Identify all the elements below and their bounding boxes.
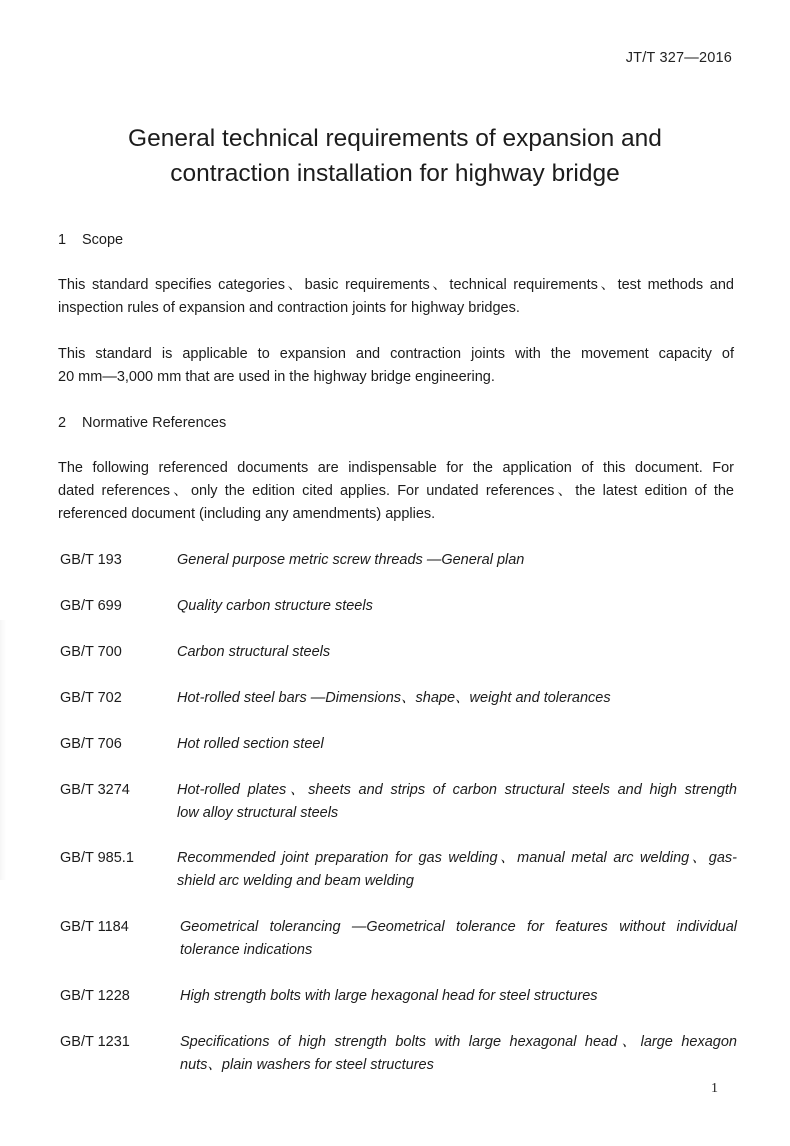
reference-title-line: Geometrical tolerancing —Geometrical tolerance for features without individual [180,919,737,935]
paragraph-line: 20 mm—3,000 mm that are used in the highway bridge engineering. [58,369,495,385]
section-title: Scope [82,232,124,248]
reference-code: GB/T 700 [60,644,122,660]
reference-code: GB/T 985.1 [60,850,134,866]
paragraph-line: dated references、only the edition cited applies. For undated references、the latest edition of the [58,483,734,499]
reference-title [177,779,737,825]
reference-code: GB/T 699 [60,598,122,614]
paragraph-line: referenced document (including any amendments) applies. [58,506,436,522]
page-number: 1 [711,1081,718,1096]
reference-title [177,641,737,664]
reference-code: GB/T 193 [60,552,122,568]
reference-title [177,847,737,893]
references-intro-paragraph [58,457,734,526]
reference-title [180,1031,737,1077]
reference-code: GB/T 1228 [60,988,130,1004]
reference-title-line: Quality carbon structure steels [177,598,373,614]
paragraph-line: The following referenced documents are indispensable for the application of this document. For [58,460,734,476]
section-number: 2 [58,415,67,431]
reference-code: GB/T 702 [60,690,122,706]
paragraph-line: This standard specifies categories、basic requirements、technical requirements、test methods and [58,277,734,293]
reference-title [177,687,737,710]
reference-title [177,549,737,572]
reference-title-line: Carbon structural steels [177,644,331,660]
reference-title-line: nuts、plain washers for steel structures [180,1057,434,1073]
paragraph-line: inspection rules of expansion and contraction joints for highway bridges. [58,300,520,316]
section-heading-normative-references [58,415,226,431]
scan-edge-shadow [0,620,6,880]
section-heading-scope [58,232,123,248]
reference-title-line: High strength bolts with large hexagonal head for steel structures [180,988,598,1004]
scope-paragraph-2 [58,343,734,389]
reference-code: GB/T 706 [60,736,122,752]
reference-title-line: tolerance indications [180,942,313,958]
reference-title [177,733,737,756]
reference-title-line: General purpose metric screw threads —General plan [177,552,525,568]
reference-title-line: Hot rolled section steel [177,736,324,752]
reference-title-line: shield arc welding and beam welding [177,873,414,889]
section-number: 1 [58,232,67,248]
standard-code: JT/T 327—2016 [625,50,732,66]
reference-title-line: low alloy structural steels [177,805,339,821]
reference-title-line: Hot-rolled plates、sheets and strips of carbon structural steels and high strength [177,782,737,798]
reference-code: GB/T 1231 [60,1034,130,1050]
section-title: Normative References [82,415,227,431]
reference-title-line: Specifications of high strength bolts with large hexagonal head、large hexagon [180,1034,737,1050]
reference-title [177,595,737,618]
reference-title [180,916,737,962]
title-line-1: General technical requirements of expansion and [128,125,662,152]
reference-title [180,985,737,1008]
document-title [0,121,790,191]
reference-title-line: Hot-rolled steel bars —Dimensions、shape、weight and tolerances [177,690,611,706]
reference-title-line: Recommended joint preparation for gas welding、manual metal arc welding、gas- [177,850,737,866]
reference-code: GB/T 1184 [60,919,129,935]
scope-paragraph-1 [58,274,734,320]
paragraph-line: This standard is applicable to expansion and contraction joints with the movement capacity of [58,346,734,362]
title-line-2: contraction installation for highway bridge [170,160,620,187]
reference-code: GB/T 3274 [60,782,130,798]
